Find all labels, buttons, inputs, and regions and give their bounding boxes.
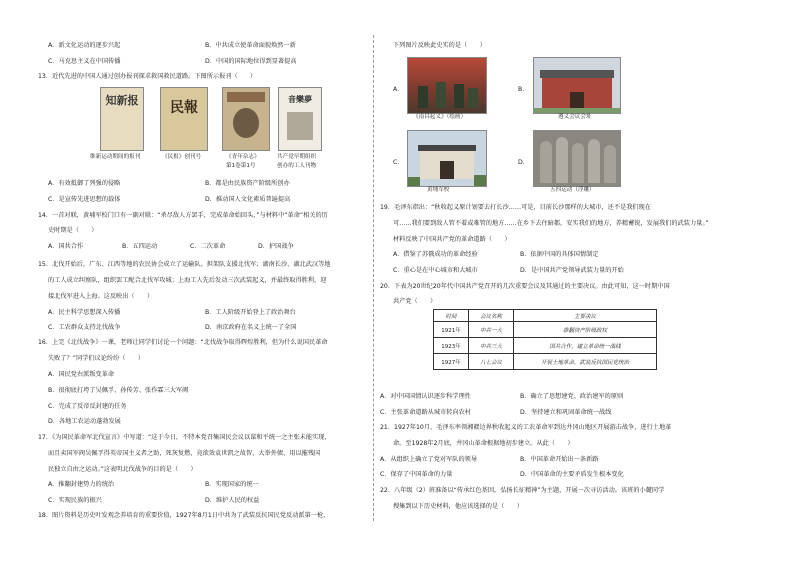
q21-option-c: C．保存了中国革命的力量 (380, 471, 453, 478)
q14-line-1: 14．一首对联，黄埔军校门口有一副对联：“杀尽敌人方罢手，完成革命始回头，”与材料中“革命”相关的历 (38, 212, 328, 219)
q20-line-2: 共产党（ ） (393, 298, 437, 305)
q17-option-c: C．实现民族的振兴 (48, 497, 102, 504)
q14-option-d: D．护国战争 (258, 243, 294, 250)
q15-option-c: C．工农群众支持北伐战争 (48, 324, 121, 331)
q13-caption-3b: 第1卷第1号 (226, 163, 256, 169)
table-cell: 中共三大 (469, 338, 514, 354)
q15-option-a: A．民主科学思想深入传播 (48, 309, 121, 316)
q19-line-2: 可……我们要到敌人管不着或难管的地方……在乡下去住暗都，安实我们的地方，养精蓄锐，发展我们的武装力量。” (393, 220, 709, 227)
table-header: 会议名称 (469, 310, 514, 322)
q13-option-b: B．都是由民族资产阶级所创办 (205, 180, 290, 187)
q20-option-a: A．对中国国情认识逐步科学理性 (380, 393, 471, 400)
q20-option-c: C．主张革命道路从城市转向农村 (380, 409, 471, 416)
zhixinbao-masthead: 知新报 (105, 94, 139, 107)
whampoa-academy (407, 130, 487, 187)
table-header: 主要决议 (514, 310, 657, 322)
q17-option-a: A．推翻封建势力的统治 (48, 481, 115, 488)
table-cell: 八七会议 (469, 354, 514, 370)
q16-option-b: B．很彻底打垮了吴佩孚、孙传芳、张作霖三大军阀 (48, 387, 189, 394)
q12-option-a: A．新文化运动的逐步兴起 (48, 42, 121, 49)
q13-caption-1: 维新运动期间的报刊 (90, 154, 141, 160)
q12-option-d: D．中国的国际地位得到显著提高 (205, 58, 297, 65)
q12-option-b: B．中共成立使革命面貌焕然一新 (205, 42, 296, 49)
q17-line-2: 而且卖国军阀吴佩孚得英帝国主义者之助，死灰复燃，竟欲效袁世凯之故智，大举外债，用以摧残国 (48, 450, 321, 457)
q21-line-2: 命。至1928年2月底，井冈山革命根据地初步建立。从此（ ） (393, 440, 574, 447)
table-cell: 1923年 (434, 338, 469, 354)
table-row (434, 322, 657, 338)
table-row (434, 338, 657, 354)
q16-line-1: 16．上完《北伐战争》一课，老师让同学们讨论一个问题：“北伐战争取得辉煌胜利，但为什么说国民革命 (38, 339, 328, 346)
table-cell: 国共合作，建立革命统一战线 (514, 338, 657, 354)
table-cell: 推翻资产阶级政权 (514, 322, 657, 338)
table-cell: 1921年 (434, 322, 469, 338)
q21-option-b: B．中国革命开始出一条新路 (520, 456, 599, 463)
newspaper-image-qingnian (222, 87, 270, 151)
q14-option-b: B．五四运动 (122, 243, 158, 250)
q21-option-a: A．从组织上确立了党对军队的领导 (380, 456, 478, 463)
q18-option-c-label: C． (393, 159, 404, 166)
q19-option-a: A．借鉴了苏俄成功的革命经验 (393, 251, 478, 258)
q19-option-c: C．重心是在中心城市和大城市 (393, 267, 478, 274)
table-cell: 中共一大 (469, 322, 514, 338)
minbao-masthead: 民報 (170, 100, 198, 116)
q15-option-d: D．南京政府在名义上统一了全国 (205, 324, 297, 331)
q18-option-a-label: A． (393, 86, 404, 93)
may-fourth-relief (533, 130, 621, 187)
q18-intro: 下列图片反映此史实的是（ ） (393, 42, 486, 49)
q14-line-2: 史时期是（ ） (48, 227, 98, 234)
q17-option-d: D．维护人民的权益 (205, 497, 260, 504)
q13-caption-4: 共产党早期组织 (277, 154, 317, 160)
q14-option-c: C．二次革命 (190, 243, 226, 250)
meetings-table (433, 309, 657, 370)
img-caption-d: 五四运动（浮雕） (550, 187, 595, 193)
q15-line-2: 的工人成立纠察队，组织罢工配合北伐军攻城；上海工人先后发动三次武装起义，并最终取得胜利，迎 (48, 277, 327, 284)
q18-option-b-label: B． (518, 86, 529, 93)
q15-option-b: B．工人阶级开始登上了政治舞台 (205, 309, 296, 316)
q13-option-c: C．是宣传先进思想的载体 (48, 196, 121, 203)
q15-line-3: 接北伐军进入上海。这反映出（ ） (48, 293, 154, 300)
table-cell: 开展土地革命，武装反抗国民党统治 (514, 354, 657, 370)
q20-option-b: B．确立了思想建党、政治建军的原则 (520, 393, 624, 400)
q18-line-1: 18．图片资料是历史叶发观念养培育的重要价值，1927年8月1日中共为了武装反抗国民党反动派第一枪， (38, 512, 330, 519)
q12-option-c: C．马克思主义在中国传播 (48, 58, 121, 65)
q13-stem: 13．近代先进的中国人通过创办报刊探求救国救民道路。下图所示报刊（ ） (38, 73, 257, 80)
newspaper-image-minbao (160, 87, 208, 151)
table-cell: 1927年 (434, 354, 469, 370)
newspaper-image-laodong (278, 87, 322, 151)
img-caption-c: 黄埔军校 (427, 187, 450, 193)
newspaper-image-zhixinbao (100, 87, 144, 151)
zunyi-meeting-site (533, 57, 621, 114)
q21-line-1: 21．1927年10月，毛泽东率领湘赣边界秋收起义的工农革命军到达井冈山地区开展游击战争，进行土地革 (380, 424, 672, 431)
q16-option-a: A．国民党右派叛变革命 (48, 371, 115, 378)
q13-option-a: A．有效抵御了列强的侵略 (48, 180, 121, 187)
q21-option-d: D．中国革命的主要矛盾发生根本变化 (520, 471, 624, 478)
img-caption-b: 遵义会议会址 (558, 114, 592, 120)
nanchang-uprising-painting (407, 57, 487, 114)
q22-line-1: 22．八年级（2）班准备以“传承红色基因，弘扬长征精神”为主题，开展一次寻访活动。该班的小麓同学 (380, 487, 665, 494)
q13-caption-4b: 创办的工人刊物 (277, 163, 317, 169)
q13-caption-3: 《青年杂志》 (226, 154, 260, 160)
q19-line-1: 19．毛泽东指出：“秋收起义原计划要去打长沙……可是，目前长沙那样的大城市，还不是我们现在 (380, 204, 651, 211)
q19-option-d: D．是中国共产党领导武装力量的开始 (520, 267, 624, 274)
q17-line-1: 17．《为国民革命军北伐宣言》中写道：“这于今日，不特本党召集国民会议以谋和平统一之主张未能实现， (38, 434, 331, 441)
table-header-row (434, 310, 657, 322)
img-caption-a: 《南昌起义》（绘画） (413, 114, 467, 120)
column-divider (373, 35, 374, 521)
q16-option-d: D．各地工农运动蓬勃发展 (48, 418, 121, 425)
q22-line-2: 搜集到以下历史材料，他应该选择的是（ ） (393, 503, 523, 510)
q15-line-1: 15．北伐开始后，广东、江西等地的农民协会成立了运输队、担架队支援北伐军；湖南长沙、湖北武汉等地 (38, 261, 331, 268)
q18-option-d-label: D． (518, 159, 529, 166)
q16-line-2: 失败了？”同学们议论纷纷（ ） (48, 355, 145, 362)
table-header: 时间 (434, 310, 469, 322)
q17-line-3: 民独立自由之运动。”这表明北伐战争的目的是（ ） (48, 466, 197, 473)
laodong-masthead: 音樂夢 (288, 94, 312, 104)
q20-line-1: 20．下表为20世纪20年代中国共产党召开的几次重要会议及其通过的主要决议。由此可知，这一时期中国 (380, 283, 670, 290)
q13-option-d: D．推动国人文化素质普遍提高 (205, 196, 291, 203)
q17-option-b: B．实现国家的统一 (205, 481, 259, 488)
q14-option-a: A．国共合作 (48, 243, 84, 250)
q20-option-d: D．坚持建立和巩固革命统一战线 (520, 409, 612, 416)
table-row (434, 354, 657, 370)
q19-option-b: B．依据中国的具体国情制定 (520, 251, 599, 258)
q13-caption-2: 《民报》创刊号 (162, 154, 202, 160)
q19-line-3: 材料反映了中国共产党的革命道路（ ） (393, 236, 511, 243)
q16-option-c: C．完成了反帝反封建的任务 (48, 403, 127, 410)
